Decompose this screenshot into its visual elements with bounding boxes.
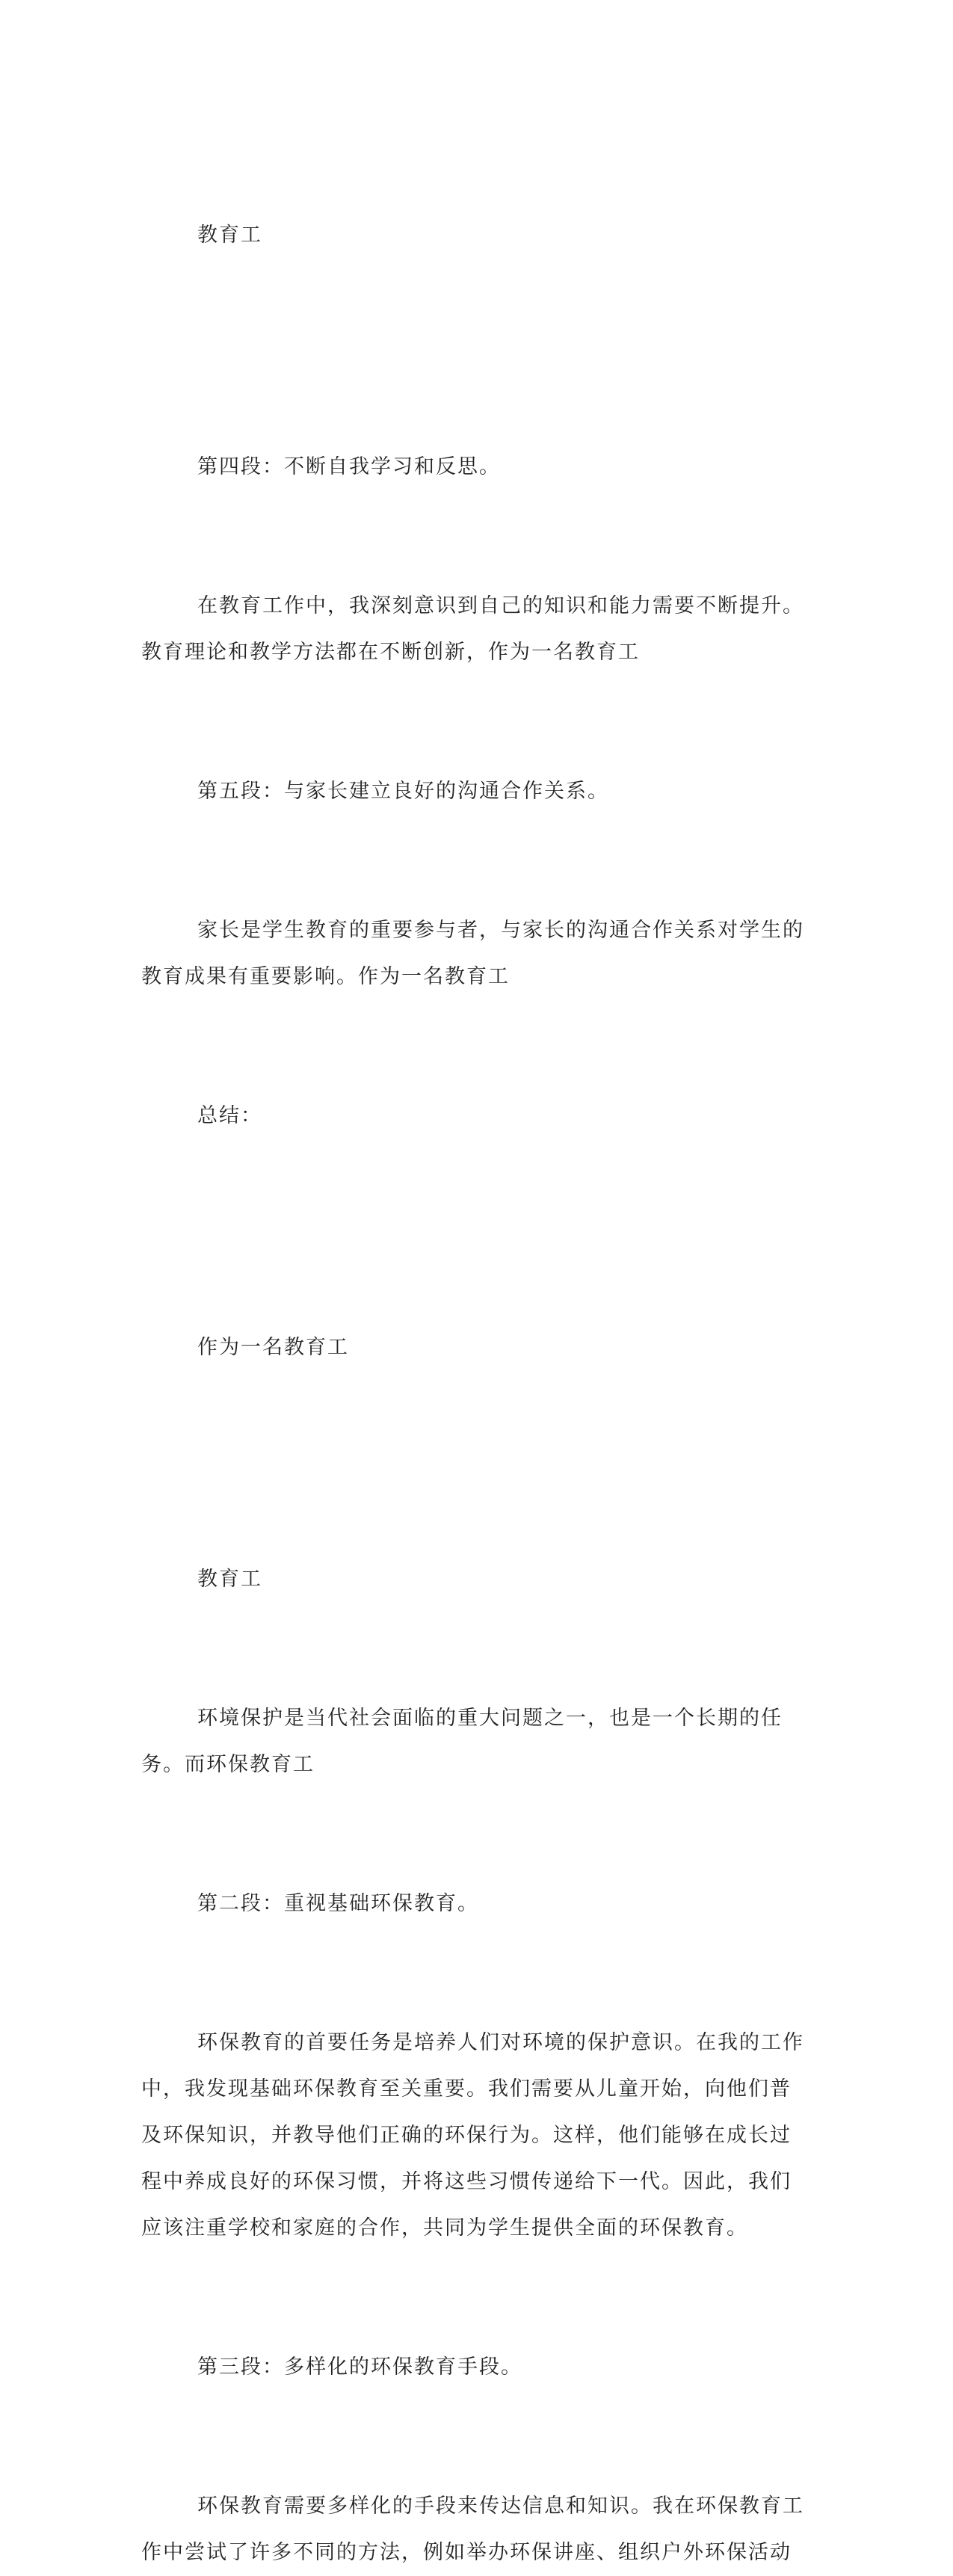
text-line: 作中尝试了许多不同的方法，例如举办环保讲座、组织户外环保活动: [141, 2541, 792, 2564]
text-line: 环境保护是当代社会面临的重大问题之一，也是一个长期的任务: [141, 1707, 783, 1776]
section-heading: [141, 2252, 806, 2483]
section-heading: [141, 351, 806, 583]
text-line: 。而环保教育工: [163, 1753, 315, 1776]
text-line: 第二段：重视基础环保教育。: [197, 1892, 479, 1915]
paragraph: [141, 2483, 806, 2576]
text-line: 在教育工作中，我深刻意识到自己的知识和能力需要不断提升。: [197, 594, 804, 617]
text-line: 教育工: [197, 1568, 262, 1591]
text-line: 第五段：与家长建立良好的沟通合作关系。: [197, 780, 609, 803]
section-heading: [141, 1000, 806, 1232]
section-heading: [141, 676, 806, 908]
text-line: 总结：: [197, 1104, 262, 1127]
text-line: 程中养成良好的环保习惯，并将这些习惯传递给下一代。因此，我们: [141, 2170, 792, 2193]
section-heading: [141, 1788, 806, 2020]
text-line: 环保教育的首要任务是培养人们对环境的保护意识。在我的工作: [197, 2031, 804, 2054]
paragraph: [141, 120, 806, 351]
text-line: 教育工: [197, 224, 262, 247]
text-line: 家长是学生教育的重要参与者，与家长的沟通合作关系对学生的: [197, 919, 804, 942]
document-body: [141, 120, 806, 2576]
paragraph: [141, 1464, 806, 1695]
text-line: 第四段：不断自我学习和反思。: [197, 455, 501, 478]
paragraph: [141, 1695, 806, 1788]
paragraph: [141, 1232, 806, 1464]
text-line: 中，我发现基础环保教育至关重要。我们需要从儿童开始，向他们普: [141, 2077, 792, 2101]
text-line: 及环保知识，并教导他们正确的环保行为。这样，他们能够在成长过: [141, 2124, 792, 2147]
paragraph: [141, 908, 806, 1000]
text-line: 教育成果有重要影响。作为一名教育工: [141, 965, 510, 988]
text-line: 应该注重学校和家庭的合作，共同为学生提供全面的环保教育。: [141, 2216, 748, 2240]
text-line: 作为一名教育工: [197, 1336, 349, 1359]
paragraph: [141, 2020, 806, 2252]
text-line: 教育理论和教学方法都在不断创新，作为一名教育工: [141, 641, 640, 664]
text-line: 环保教育需要多样化的手段来传达信息和知识。我在环保教育工: [197, 2495, 804, 2518]
paragraph: [141, 583, 806, 676]
text-line: 第三段：多样化的环保教育手段。: [197, 2355, 522, 2379]
